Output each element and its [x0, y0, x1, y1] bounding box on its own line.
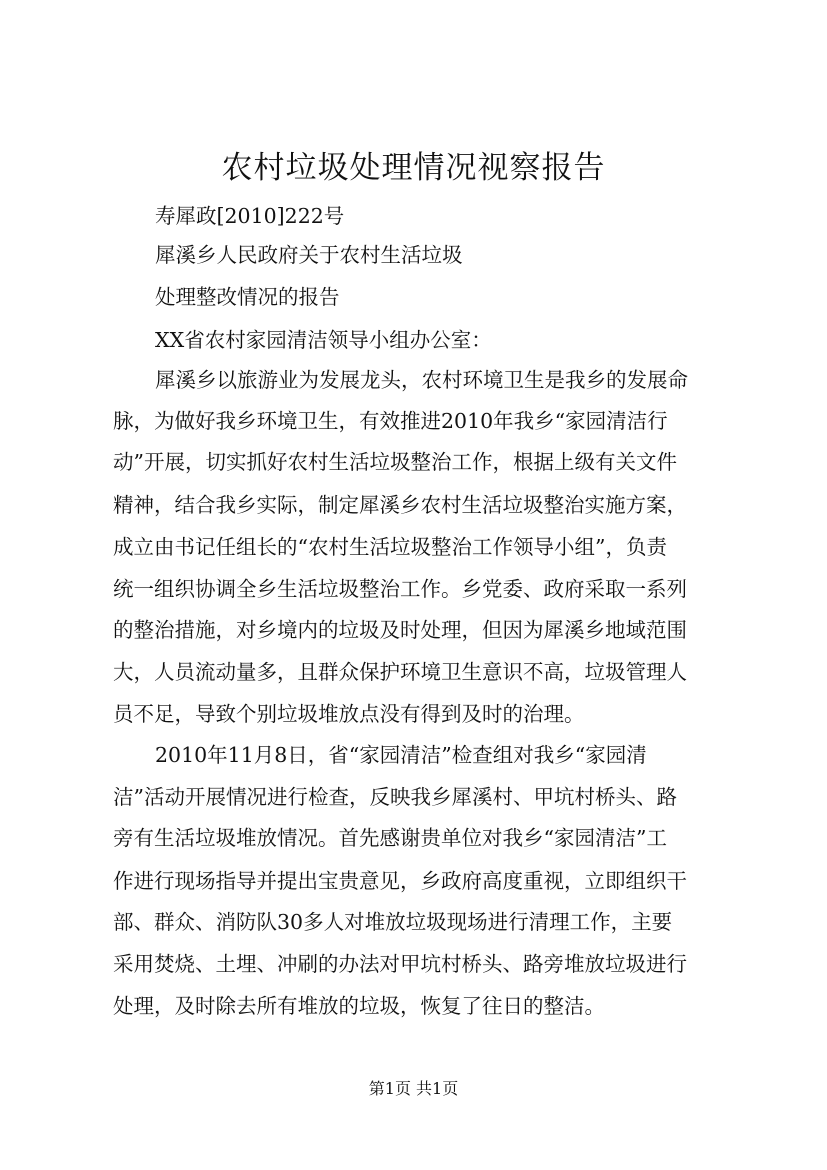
paragraph-1-line: 犀溪乡以旅游业为发展龙头，农村环境卫生是我乡的发展命: [155, 368, 688, 392]
paragraph-2-line: 洁”活动开展情况进行检查，反映我乡犀溪村、甲坑村桥头、路: [113, 785, 677, 809]
document-number: 寿犀政[2010]222号: [155, 204, 345, 228]
paragraph-1-line: 员不足，导致个别垃圾堆放点没有得到及时的治理。: [113, 702, 585, 726]
paragraph-2-line: 处理，及时除去所有堆放的垃圾，恢复了往日的整洁。: [113, 994, 605, 1018]
paragraph-1-line: 精神，结合我乡实际，制定犀溪乡农村生活垃圾整治实施方案，: [113, 493, 687, 517]
report-title-line-1: 犀溪乡人民政府关于农村生活垃圾: [155, 243, 463, 267]
paragraph-2-line: 2010年11月8日，省“家园清洁”检查组对我乡“家园清: [155, 743, 647, 767]
paragraph-1-line: 的整治措施，对乡境内的垃圾及时处理，但因为犀溪乡地域范围: [113, 618, 687, 642]
paragraph-2-line: 旁有生活垃圾堆放情况。首先感谢贵单位对我乡“家园清洁”工: [113, 826, 667, 850]
paragraph-1-line: 脉，为做好我乡环境卫生，有效推进2010年我乡“家园清洁行: [113, 409, 668, 433]
recipient-line: XX省农村家园清洁领导小组办公室：: [155, 328, 492, 352]
paragraph-2-line: 部、群众、消防队30多人对堆放垃圾现场进行清理工作，主要: [113, 910, 673, 934]
page-footer: 第1页 共1页: [368, 1079, 459, 1098]
paragraph-1-line: 动”开展，切实抓好农村生活垃圾整治工作，根据上级有关文件: [113, 450, 677, 474]
paragraph-2-line: 作进行现场指导并提出宝贵意见，乡政府高度重视，立即组织干: [113, 869, 687, 893]
paragraph-1-line: 统一组织协调全乡生活垃圾整治工作。乡党委、政府采取一系列: [113, 577, 687, 601]
paragraph-1-line: 大，人员流动量多，且群众保护环境卫生意识不高，垃圾管理人: [113, 660, 687, 684]
paragraph-2-line: 采用焚烧、土埋、冲刷的办法对甲坑村桥头、路旁堆放垃圾进行: [113, 952, 687, 976]
paragraph-1-line: 成立由书记任组长的“农村生活垃圾整治工作领导小组”，负责: [113, 535, 667, 559]
document-title: 农村垃圾处理情况视察报告: [221, 150, 606, 186]
report-title-line-2: 处理整改情况的报告: [155, 285, 340, 309]
